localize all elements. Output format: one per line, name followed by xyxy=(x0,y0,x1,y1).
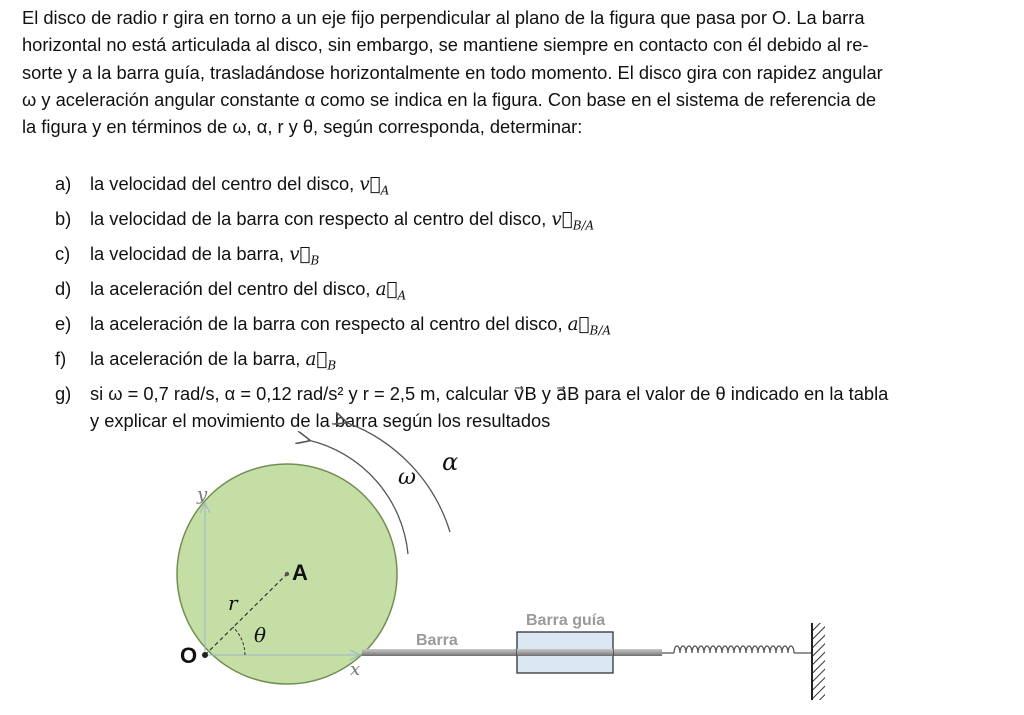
problem-line-2: horizontal no está articulada al disco, sin embargo, se mantiene siempre en contacto con él debido al re- xyxy=(22,34,869,56)
item-g-line-2: y explicar el movimiento de la barra según los resultados xyxy=(90,410,551,432)
guide-slot xyxy=(517,649,613,656)
x-axis-label: x xyxy=(350,659,361,680)
wall-hatch xyxy=(813,623,825,700)
guide-label: Barra guía xyxy=(526,612,606,629)
item-label: b) xyxy=(55,207,72,229)
item-text: la aceleración de la barra, xyxy=(90,347,306,369)
item-label: c) xyxy=(55,242,71,264)
item-subscript: A xyxy=(397,288,407,303)
bar-label: Barra xyxy=(416,632,458,649)
item-label: f) xyxy=(55,347,67,369)
item-text: la velocidad de la barra, xyxy=(90,242,290,264)
alpha-label: α xyxy=(442,448,459,476)
problem-line-3: sorte y a la barra guía, trasladándose horizontalmente en todo momento. El disco gira con rapidez angular xyxy=(22,61,883,83)
item-symbol: v⃗ xyxy=(359,174,381,195)
y-axis-label: y xyxy=(197,484,208,505)
center-point-A xyxy=(285,572,289,576)
omega-label: ω xyxy=(398,465,416,490)
item-label: e) xyxy=(55,312,72,334)
item-symbol: a⃗ xyxy=(305,348,328,370)
pivot-O xyxy=(202,652,208,658)
item-label: g) xyxy=(55,382,72,404)
center-label-A: A xyxy=(292,560,308,585)
item-symbol: v⃗ xyxy=(551,208,573,230)
problem-line-1: El disco de radio r gira en torno a un eje fijo perpendicular al plano de la figura que pasa por O. La barra xyxy=(22,7,865,28)
item-symbol: v⃗ xyxy=(289,243,311,265)
item-text: la aceleración de la barra con respecto al centro del disco, xyxy=(90,312,568,334)
item-subscript: B/A xyxy=(572,218,595,233)
item-subscript: A xyxy=(380,183,390,198)
item-text: la aceleración del centro del disco, xyxy=(90,277,376,299)
item-label: a) xyxy=(55,173,72,194)
spring xyxy=(662,646,812,653)
radius-label: r xyxy=(228,591,238,615)
item-g-line-1: si ω = 0,7 rad/s, α = 0,12 rad/s² y r = 2,5 m, calcular v⃗B y a⃗B para el valor de θ indicado en la tabla xyxy=(90,382,889,404)
bar xyxy=(362,649,662,656)
item-subscript: B xyxy=(310,253,320,268)
problem-line-4: ω y aceleración angular constante α como se indica en la figura. Con base en el sistema de referencia de xyxy=(22,88,877,110)
item-symbol: a⃗ xyxy=(567,313,590,335)
theta-label: θ xyxy=(254,623,267,647)
item-label: d) xyxy=(55,277,72,299)
item-text: la velocidad de la barra con respecto al centro del disco, xyxy=(90,207,552,229)
item-symbol: a⃗ xyxy=(375,278,398,300)
item-subscript: B/A xyxy=(589,323,612,338)
pivot-label-O: O xyxy=(180,643,198,668)
problem-line-5: la figura y en términos de ω, α, r y θ, según corresponda, determinar: xyxy=(22,116,583,138)
item-text: la velocidad del centro del disco, xyxy=(90,173,360,194)
item-subscript: B xyxy=(327,358,337,373)
